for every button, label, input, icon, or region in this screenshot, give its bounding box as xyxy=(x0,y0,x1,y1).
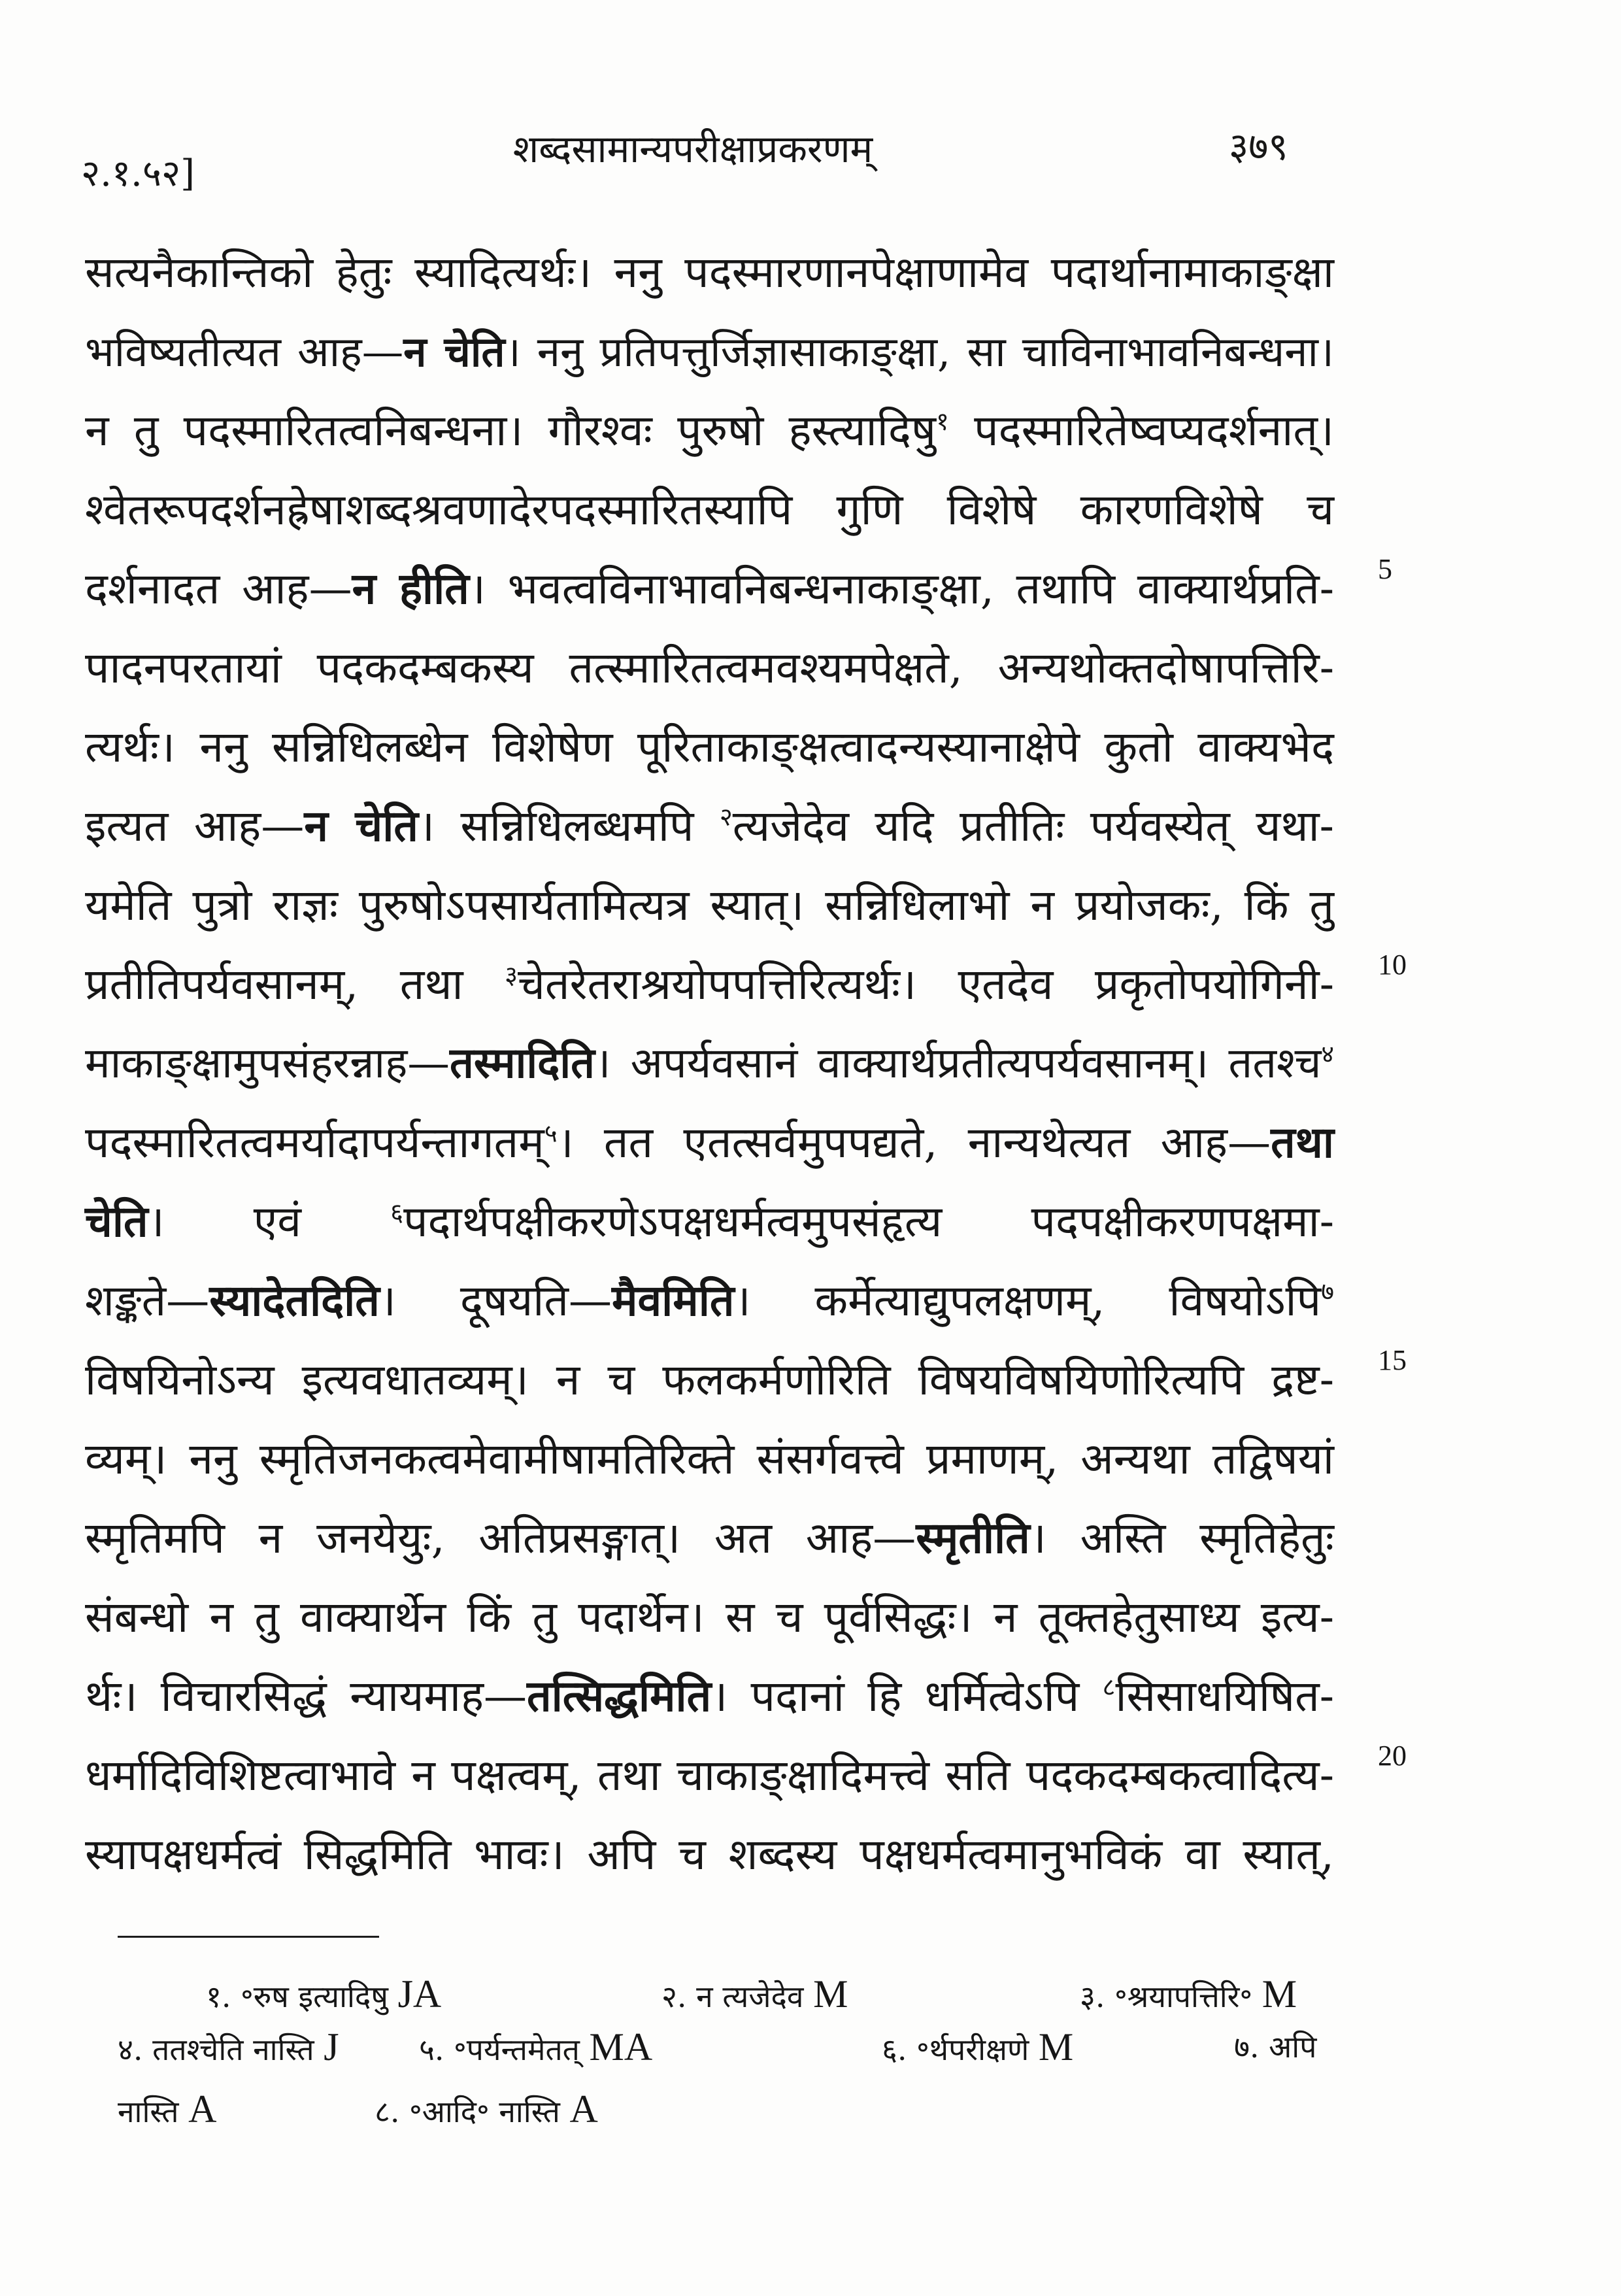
footnote-siglum: M xyxy=(1262,1972,1297,2016)
footnote xyxy=(1234,2017,1316,2076)
footnote-text: ७. अपि xyxy=(1234,2029,1317,2065)
text-segment: पदार्थपक्षीकरणेऽपक्षधर्मत्वमुपसंहृत्य पदपक्षीकरणपक्षमा- xyxy=(403,1196,1335,1247)
text-segment: सत्यनैकान्तिको हेतुः स्यादित्यर्थः। ननु पदस्मारणानपेक्षाणामेव पदार्थानामाकाङ्क्षा xyxy=(85,247,1334,297)
text-segment: । अस्ति स्मृतिहेतुः xyxy=(1029,1513,1334,1563)
footnote-marker: ४ xyxy=(1321,1039,1334,1068)
footnote xyxy=(419,2017,652,2076)
text-line xyxy=(85,470,1334,549)
text-line xyxy=(85,628,1334,707)
bold-lemma: तथा xyxy=(1271,1117,1334,1168)
text-line xyxy=(85,945,1334,1024)
text-segment: । ननु प्रतिपत्तुर्जिज्ञासाकाङ्क्षा, सा चाविनाभावनिबन्धना। xyxy=(505,328,1334,376)
line-number: 10 xyxy=(1378,949,1407,981)
text-line xyxy=(85,233,1334,312)
text-line xyxy=(85,1340,1334,1419)
text-line xyxy=(85,312,1334,391)
text-line xyxy=(85,1657,1334,1736)
text-line xyxy=(85,866,1334,945)
text-line xyxy=(85,1815,1334,1894)
footnote-siglum: A xyxy=(188,2087,217,2131)
running-title: शब्दसामान्यपरीक्षाप्रकरणम् xyxy=(512,127,873,171)
text-line xyxy=(85,707,1334,786)
text-segment: संबन्धो न तु वाक्यार्थेन किं तु पदार्थेन। स च पूर्वसिद्धः। न तूक्तहेतुसाध्य इत्य- xyxy=(85,1592,1334,1642)
text-segment: र्थः। विचारसिद्धं न्यायमाह— xyxy=(85,1671,527,1721)
text-line xyxy=(85,1182,1334,1261)
footnote-text: ४. ततश्चेति नास्ति xyxy=(118,2032,314,2067)
text-segment: । कर्मेत्याद्युपलक्षणम्, विषयोऽपि xyxy=(734,1275,1322,1326)
footnote-siglum: A xyxy=(569,2087,598,2131)
footnote-text: नास्ति xyxy=(118,2094,179,2129)
text-segment: । दूषयति— xyxy=(379,1275,612,1326)
footnote xyxy=(661,1965,848,2023)
text-segment: धर्मादिविशिष्टत्वाभावे न पक्षत्वम्, तथा चाकाङ्क्षादिमत्त्वे सति पदकदम्बकत्वादित्य- xyxy=(85,1750,1334,1800)
bold-lemma: स्मृतीति xyxy=(916,1512,1030,1563)
text-segment: पादनपरतायां पदकदम्बकस्य तत्स्मारितत्वमवश्यमपेक्षते, अन्यथोक्तदोषापत्तिरि- xyxy=(85,643,1334,693)
footnote-marker: ५ xyxy=(544,1119,558,1149)
text-segment: । अपर्यवसानं वाक्यार्थप्रतीत्यपर्यवसानम्। ततश्च xyxy=(594,1039,1322,1088)
footnote-text: ८. ॰आदि॰ नास्ति xyxy=(375,2094,560,2129)
line-number: 15 xyxy=(1378,1344,1407,1376)
bold-lemma: तत्सिद्धमिति xyxy=(527,1670,712,1721)
text-segment: । एवं xyxy=(148,1196,391,1247)
text-segment: माकाङ्क्षामुपसंहरन्नाह— xyxy=(85,1039,450,1088)
footnote xyxy=(206,1965,441,2023)
text-line xyxy=(85,786,1334,866)
footnote-siglum: JA xyxy=(397,1972,442,2016)
text-line xyxy=(85,1498,1334,1578)
footnote-marker: ७ xyxy=(1321,1277,1334,1307)
bold-lemma: न चेति xyxy=(304,800,418,851)
text-segment: । सन्निधिलब्धमपि xyxy=(418,801,720,851)
footnote-siglum: MA xyxy=(589,2025,653,2068)
bold-lemma: न चेति xyxy=(403,327,505,376)
footnote-text: १. ॰रुष इत्यादिषु xyxy=(206,1979,388,2014)
text-line xyxy=(85,1261,1334,1340)
footnote-text: ५. ॰पर्यन्तमेतत् xyxy=(419,2032,580,2067)
footnote-marker: २ xyxy=(719,802,733,832)
text-segment: श्वेतरूपदर्शनह्रेषाशब्दश्रवणादेरपदस्मारितस्यापि गुणि विशेषे कारणविशेषे च xyxy=(85,484,1334,535)
text-segment: शङ्कते— xyxy=(85,1275,210,1326)
footnote-marker: ८ xyxy=(1102,1672,1116,1702)
text-line xyxy=(85,549,1334,628)
text-segment: त्यजेदेव यदि प्रतीतिः पर्यवस्येत् यथा- xyxy=(732,801,1334,851)
text-segment: त्यर्थः। ननु सन्निधिलब्धेन विशेषेण पूरिताकाङ्क्षत्वादन्यस्यानाक्षेपे कुतो वाक्यभेद xyxy=(85,722,1334,772)
text-segment: यमेति पुत्रो राज्ञः पुरुषोऽपसार्यतामित्यत्र स्यात्। सन्निधिलाभो न प्रयोजकः, किं तु xyxy=(85,880,1334,930)
footnote-siglum: M xyxy=(1038,2025,1074,2068)
text-line xyxy=(85,1736,1334,1815)
footnote xyxy=(118,2080,216,2138)
text-line xyxy=(85,391,1334,470)
bold-lemma: स्यादेतदिति xyxy=(209,1275,380,1326)
footnote-siglum: J xyxy=(324,2025,339,2068)
footnote-marker: १ xyxy=(936,407,949,437)
section-reference: २.१.५२] xyxy=(81,152,195,195)
text-line xyxy=(85,1024,1334,1103)
footnote-marker: ६ xyxy=(390,1198,404,1228)
text-segment: स्मृतिमपि न जनयेयुः, अतिप्रसङ्गात्। अत आह— xyxy=(85,1513,916,1563)
footnote-marker: ३ xyxy=(505,960,518,990)
text-segment: स्यापक्षधर्मत्वं सिद्धमिति भावः। अपि च शब्दस्य पक्षधर्मत्वमानुभविकं वा स्यात्, xyxy=(85,1829,1334,1880)
footnote xyxy=(118,2017,339,2076)
footnote-siglum: M xyxy=(813,1972,848,2016)
bold-lemma: न हीति xyxy=(352,563,469,614)
text-line xyxy=(85,1419,1334,1498)
text-segment: इत्यत आह— xyxy=(85,801,305,851)
text-segment: प्रतीतिपर्यवसानम्, तथा xyxy=(85,959,505,1009)
footnote-rule xyxy=(118,1936,379,1938)
text-segment: भविष्यतीत्यत आह— xyxy=(85,328,404,376)
footnote-text: २. न त्यजेदेव xyxy=(661,1979,804,2014)
footnote-text: ३. ॰श्रयापत्तिरि॰ xyxy=(1080,1979,1253,2014)
footnote xyxy=(375,2080,598,2138)
bold-lemma: चेति xyxy=(85,1196,148,1247)
text-line xyxy=(85,1103,1334,1182)
text-segment: । तत एतत्सर्वमुपपद्यते, नान्यथेत्यत आह— xyxy=(557,1117,1271,1168)
text-segment: पदस्मारितत्वमर्यादापर्यन्तागतम् xyxy=(85,1117,544,1168)
text-segment: चेतरेतराश्रयोपपत्तिरित्यर्थः। एतदेव प्रकृतोपयोगिनी- xyxy=(518,959,1334,1009)
text-segment: विषयिनोऽन्य इत्यवधातव्यम्। न च फलकर्मणोरिति विषयविषयिणोरित्यपि द्रष्ट- xyxy=(85,1355,1334,1405)
line-number: 5 xyxy=(1378,553,1392,585)
text-segment: दर्शनादत आह— xyxy=(85,564,352,614)
page-number: ३७९ xyxy=(1229,124,1288,169)
bold-lemma: तस्मादिति xyxy=(450,1038,595,1088)
text-segment: । भवत्वविनाभावनिबन्धनाकाङ्क्षा, तथापि वाक्यार्थप्रति- xyxy=(469,564,1334,614)
text-segment: व्यम्। ननु स्मृतिजनकत्वमेवामीषामतिरिक्ते संसर्गवत्त्वे प्रमाणम्, अन्यथा तद्विषयां xyxy=(85,1434,1334,1484)
footnote xyxy=(1080,1965,1297,2023)
bold-lemma: मैवमिति xyxy=(612,1275,735,1326)
text-segment: पदस्मारितेष्वप्यदर्शनात्। xyxy=(948,405,1334,456)
text-segment: सिसाधयिषित- xyxy=(1115,1671,1334,1721)
text-segment: । पदानां हि धर्मित्वेऽपि xyxy=(711,1671,1103,1721)
line-number: 20 xyxy=(1378,1740,1407,1772)
footnote xyxy=(882,2017,1073,2076)
commentary-text xyxy=(85,233,1334,1894)
text-line xyxy=(85,1578,1334,1657)
footnote-text: ६. ॰र्थपरीक्षणे xyxy=(882,2032,1029,2067)
text-segment: न तु पदस्मारितत्वनिबन्धना। गौरश्वः पुरुषो हस्त्यादिषु xyxy=(85,405,937,456)
